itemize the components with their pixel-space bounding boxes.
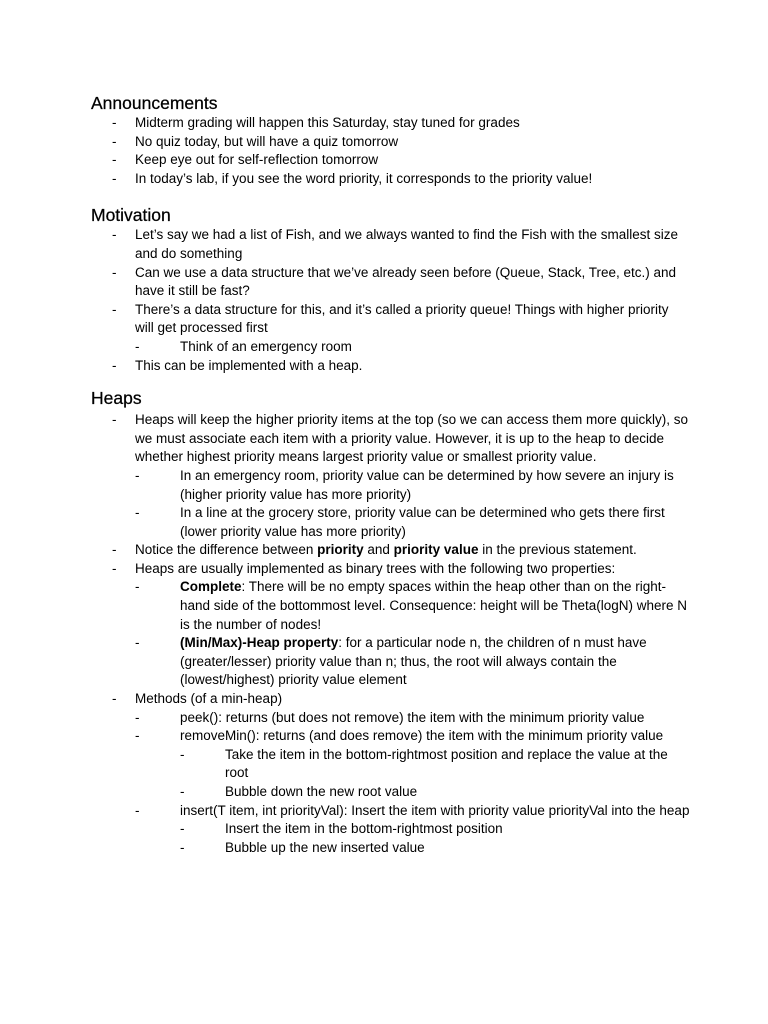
bullet-dash: - [135,709,140,725]
nested-list [90,709,691,858]
bullet-dash: - [112,357,117,373]
nested-list [90,338,691,357]
bullet-dash: - [112,152,117,168]
bullet-dash: - [112,115,117,130]
bullet-dash: - [135,635,140,651]
bullet-dash: - [180,839,185,855]
list-item: - In an emergency room, priority value can be determined by how severe an injury is (higher priority value has more priority) [135,467,674,502]
bullet-dash: - [112,133,117,149]
list-item: - peek(): returns (but does not remove) the item with the minimum priority value [135,709,691,728]
list-item: - Bubble up the new inserted value [180,839,691,858]
motivation-list [91,226,691,375]
list-item: - (Min/Max)-Heap property: for a particular node n, the children of n must have (greater/lesser) priority value than n; thus, the root will always contain the (lowest/highest) priority value element [135,635,647,688]
nested-list [90,467,691,541]
list-item: - This can be implemented with a heap. [91,357,691,376]
heaps-heading: Heaps [91,388,142,409]
heaps-section [91,387,691,857]
list-item: - Bubble down the new root value [180,783,691,802]
bullet-dash: - [112,412,117,428]
bold-term: priority value [393,542,479,558]
list-item: - In today’s lab, if you see the word priority, it corresponds to the priority value! [91,170,691,189]
bullet-dash: - [135,505,140,521]
list-item: - Heaps will keep the higher priority items at the top (so we can access them more quickly), so we must associate each item with a priority value. However, it is up to the heap to decide whether highest priority means largest priority value or smallest priority value. - In an emergency room, priority value can be determined by how severe an injury is (higher priority value has more priority) - In a line at the grocery store, priority value can be determined who gets there first (lower priority value has more priority) [91,411,691,541]
list-item: - Methods (of a min-heap) - peek(): returns (but does not remove) the item with the minimum priority value - removeMin(): returns (and does remove) the item with the minimum priority value - Take the item in the bottom-rightmost position and replace the value at the root - Bubble down the new root value - insert(T item, int priorityVal): Insert the item with priority value priorityVal into the heap - Insert the item in the bottom-rightmost position - Bubble up the new inserted value [91,690,691,857]
nested-list [180,746,691,802]
bullet-dash: - [180,746,185,762]
bold-term: priority [317,542,364,558]
bullet-dash: - [135,467,140,483]
heaps-list [91,411,691,857]
bullet-dash: - [112,301,117,317]
list-item: - Keep eye out for self-reflection tomorrow [91,151,691,170]
announcements-section [91,92,691,188]
bullet-dash: - [180,821,185,837]
motivation-section [91,204,691,375]
bullet-dash: - [112,560,117,576]
bullet-dash: - [112,170,117,186]
bullet-dash: - [112,691,117,707]
list-item: - There’s a data structure for this, and it’s called a priority queue! Things with higher priority will get processed first - Think of an emergency room [91,301,691,357]
bullet-dash: - [112,542,117,558]
list-item: - Think of an emergency room [135,338,691,357]
list-item: - No quiz today, but will have a quiz tomorrow [91,133,691,152]
list-item: - Can we use a data structure that we’ve already seen before (Queue, Stack, Tree, etc.) and have it still be fast? [112,264,677,299]
motivation-heading: Motivation [91,205,171,226]
bullet-dash: - [135,579,140,595]
list-item: - Insert the item in the bottom-rightmost position [180,820,691,839]
bold-term: (Min/Max)-Heap property [180,635,339,651]
nested-list [90,578,691,690]
bold-term: Complete [180,579,242,595]
list-item: - Midterm grading will happen this Saturday, stay tuned for grades [91,114,691,133]
announcements-list [91,114,691,188]
list-item: - In a line at the grocery store, priority value can be determined who gets there first (lower priority value has more priority) [135,505,665,539]
list-item: - Notice the difference between priority and priority value in the previous statement. [91,541,691,560]
list-item: - Let’s say we had a list of Fish, and we always wanted to find the Fish with the smallest size and do something [112,227,679,261]
list-item: - Heaps are usually implemented as binary trees with the following two properties: - Complete: There will be no empty spaces within the heap other than on the right-hand side of the bottommost level. Consequence: height will be Theta(logN) where N is the number of nodes! - (Min/Max)-Heap property: for a particular node n, the children of n must have (greater/lesser) priority value than n; thus, the root will always contain the (lowest/highest) priority value element [91,560,691,690]
bullet-dash: - [135,728,140,744]
bullet-dash: - [112,227,117,243]
document-body [91,92,691,857]
list-item: - Complete: There will be no empty spaces within the heap other than on the right-hand side of the bottommost level. Consequence: height will be Theta(logN) where N is the number of nodes! [135,579,688,632]
bullet-dash: - [135,338,140,354]
bullet-dash: - [112,264,117,280]
bullet-dash: - [135,802,140,818]
list-item: - insert(T item, int priorityVal): Insert the item with priority value priorityVal into the heap - Insert the item in the bottom-rightmost position - Bubble up the new inserted value [135,802,691,858]
announcements-heading: Announcements [91,93,218,113]
bullet-dash: - [180,784,185,799]
list-item: - removeMin(): returns (and does remove) the item with the minimum priority value - Take the item in the bottom-rightmost position and replace the value at the root - Bubble down the new root value [135,727,691,801]
list-item: - Take the item in the bottom-rightmost position and replace the value at the root [180,746,668,781]
nested-list [180,820,691,857]
